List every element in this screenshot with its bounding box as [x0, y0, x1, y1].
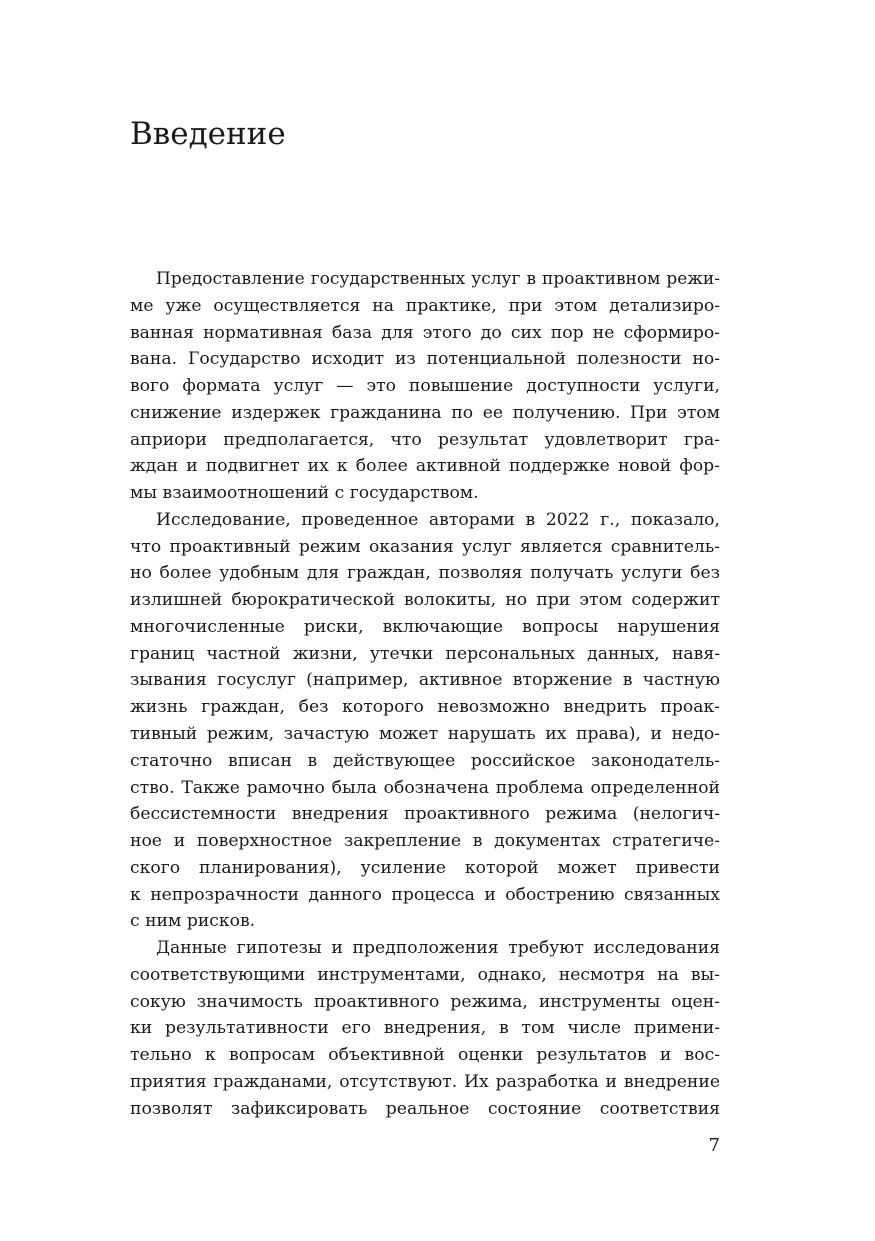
text-line: к непрозрачности данного процесса и обострению связанных	[130, 884, 720, 905]
text-line: позволят зафиксировать реальное состояние соответствия	[130, 1098, 720, 1119]
text-line: тельно к вопросам объективной оценки результатов и вос-	[130, 1045, 720, 1066]
text-line: ждан и подвигнет их к более активной поддержке новой фор-	[130, 456, 720, 477]
text-line: Данные гипотезы и предположения требуют исследования	[156, 938, 720, 959]
text-line: ки результативности его внедрения, в том числе примени-	[130, 1018, 720, 1039]
text-line: априори предполагается, что результат удовлетворит гра-	[130, 429, 720, 450]
text-line: Исследование, проведенное авторами в 2022 г., показало,	[156, 509, 720, 530]
paragraph-1	[130, 266, 720, 507]
text-line: многочисленные риски, включающие вопросы нарушения	[130, 616, 720, 637]
text-line: статочно вписан в действующее российское законодатель-	[130, 750, 720, 771]
text-line: соответствующими инструментами, однако, несмотря на вы-	[130, 964, 720, 985]
text-line: Предоставление государственных услуг в проактивном режи-	[156, 269, 720, 289]
text-line: ное и поверхностное закрепление в документах стратегиче-	[130, 831, 720, 852]
text-line: снижение издержек гражданина по ее получению. При этом	[130, 402, 720, 423]
text-line: зывания госуслуг (например, активное вторжение в частную	[130, 670, 720, 691]
text-line: вого формата услуг — это повышение доступности услуги,	[130, 376, 720, 397]
text-line: ство. Также рамочно была обозначена проблема определенной	[130, 777, 720, 798]
text-line: приятия гражданами, отсутствуют. Их разработка и внедрение	[130, 1071, 720, 1092]
text-line: ского планирования), усиление которой может привести	[130, 857, 720, 878]
body-text	[130, 266, 720, 1123]
text-line: тивный режим, зачастую может нарушать их права), и недо-	[130, 724, 720, 745]
text-line: мы взаимоотношений с государством.	[130, 483, 479, 504]
text-line: жизнь граждан, без которого невозможно внедрить проак-	[130, 697, 720, 718]
text-line: границ частной жизни, утечки персональных данных, навя-	[130, 643, 720, 664]
paragraph-2	[130, 507, 720, 935]
text-line: что проактивный режим оказания услуг является сравнитель-	[130, 536, 720, 557]
page-title: Введение	[130, 116, 286, 152]
paragraph-3	[130, 935, 720, 1122]
text-line: ванная нормативная база для этого до сих пор не сформиро-	[130, 322, 720, 343]
text-line: ме уже осуществляется на практике, при этом детализиро-	[130, 295, 720, 316]
text-line: с ним рисков.	[130, 911, 256, 932]
text-line: но более удобным для граждан, позволяя получать услуги без	[130, 563, 720, 584]
page-number: 7	[708, 1135, 720, 1156]
text-line: сокую значимость проактивного режима, инструменты оцен-	[130, 991, 720, 1012]
text-line: бессистемности внедрения проактивного режима (нелогич-	[130, 804, 720, 825]
text-line: вана. Государство исходит из потенциальной полезности но-	[130, 349, 720, 370]
text-line: излишней бюрократической волокиты, но при этом содержит	[130, 590, 720, 611]
